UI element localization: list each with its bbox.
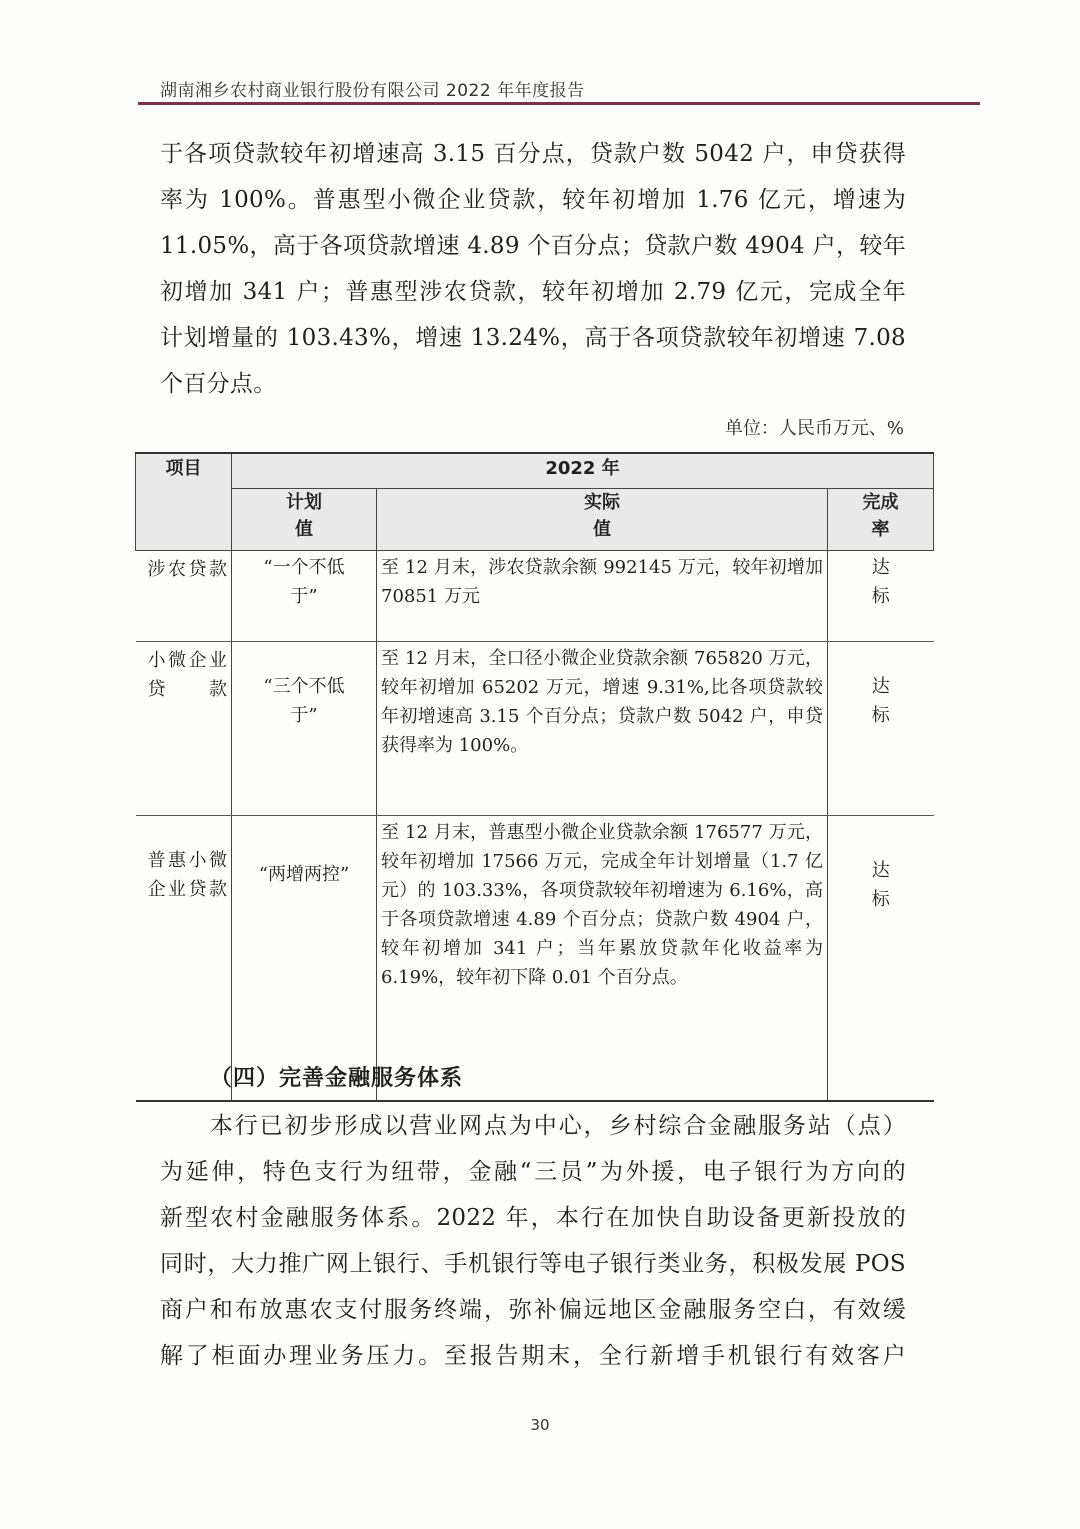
intro-line: 个百分点。 [160,371,277,397]
header-rate [828,489,934,551]
header-year: 2022 年 [232,453,934,489]
intro-line: 11.05%，高于各项贷款增速 4.89 个百分点；贷款户数 4904 户，较年 [160,233,906,259]
header-plan [232,489,377,551]
loan-targets-table [135,452,934,1102]
row-item: 涉农贷款 [136,551,232,642]
intro-line: 率为 100%。普惠型小微企业贷款，较年初增加 1.76 亿元，增速为 [160,187,906,213]
section-heading: （四）完善金融服务体系 [210,1066,464,1091]
intro-line: 初增加 341 户；普惠型涉农贷款，较年初增加 2.79 亿元，完成全年 [160,279,906,305]
section-line: 为延伸，特色支行为纽带，金融“三员”为外援，电子银行为方向的 [160,1159,906,1185]
header-item: 项目 [136,453,232,551]
intro-paragraph [160,131,906,407]
section-line: 新型农村金融服务体系。2022 年，本行在加快自助设备更新投放的 [160,1205,906,1231]
row-rate [828,551,934,642]
table-row [136,551,934,642]
section-line: 商户和布放惠农支付服务终端，弥补偏远地区金融服务空白，有效缓 [160,1297,906,1323]
intro-line: 于各项贷款较年初增速高 3.15 百分点，贷款户数 5042 户，申贷获得 [160,141,906,167]
row-actual: 至 12 月末，普惠型小微企业贷款余额 176577 万元，较年初增加 17566 万元，完成全年计划增量（1.7 亿元）的 103.33%，各项贷款较年初增速为 6.16%，高于各项贷款增速 4.89 个百分点；贷款户数 4904 户，较年初增加 341 户；当年累放贷款年化收益率为 6.19%，较年初下降 0.01 个百分点。 [377,816,828,1102]
header-rate-text: 完成率 [862,492,899,541]
row-plan [232,551,377,642]
table-row [136,816,934,1102]
row-actual: 至 12 月末，全口径小微企业贷款余额 765820 万元，较年初增加 65202 万元，增速 9.31%,比各项贷款较年初增速高 3.15 个百分点；贷款户数 5042 户，申贷获得率为 100%。 [377,642,828,816]
section-line: 解了柜面办理业务压力。至报告期末，全行新增手机银行有效客户 [160,1343,906,1369]
table-unit-note: 单位：人民币万元、% [724,418,904,439]
row-plan-text: “一个不低于” [263,557,345,607]
intro-line: 计划增量的 103.43%，增速 13.24%，高于各项贷款较年初增速 7.08 [160,325,906,351]
row-item: 小微企业贷款 [136,642,232,816]
section-line: 同时，大力推广网上银行、手机银行等电子银行类业务，积极发展 POS [160,1251,906,1277]
row-rate [828,816,934,1102]
row-plan-text: “三个不低于” [263,676,345,726]
report-header-title: 湖南湘乡农村商业银行股份有限公司 2022 年年度报告 [160,81,585,101]
row-plan-text: “两增两控” [258,864,350,885]
row-plan [232,642,377,816]
row-item: 普惠小微企业贷款 [136,816,232,1102]
header-actual [377,489,828,551]
section-line: 本行已初步形成以营业网点为中心，乡村综合金融服务站（点） [160,1113,906,1139]
table-row [136,642,934,816]
row-rate-text: 达标 [871,860,890,910]
header-plan-text: 计划值 [286,492,322,541]
header-divider [138,102,980,105]
row-rate-text: 达标 [871,676,890,726]
header-actual-text: 实际值 [584,492,620,541]
page-number: 30 [530,1416,550,1434]
row-rate [828,642,934,816]
section-paragraph [160,1103,906,1379]
row-rate-text: 达标 [871,557,890,607]
row-actual: 至 12 月末，涉农贷款余额 992145 万元，较年初增加 70851 万元 [377,551,828,642]
row-plan [232,816,377,1102]
